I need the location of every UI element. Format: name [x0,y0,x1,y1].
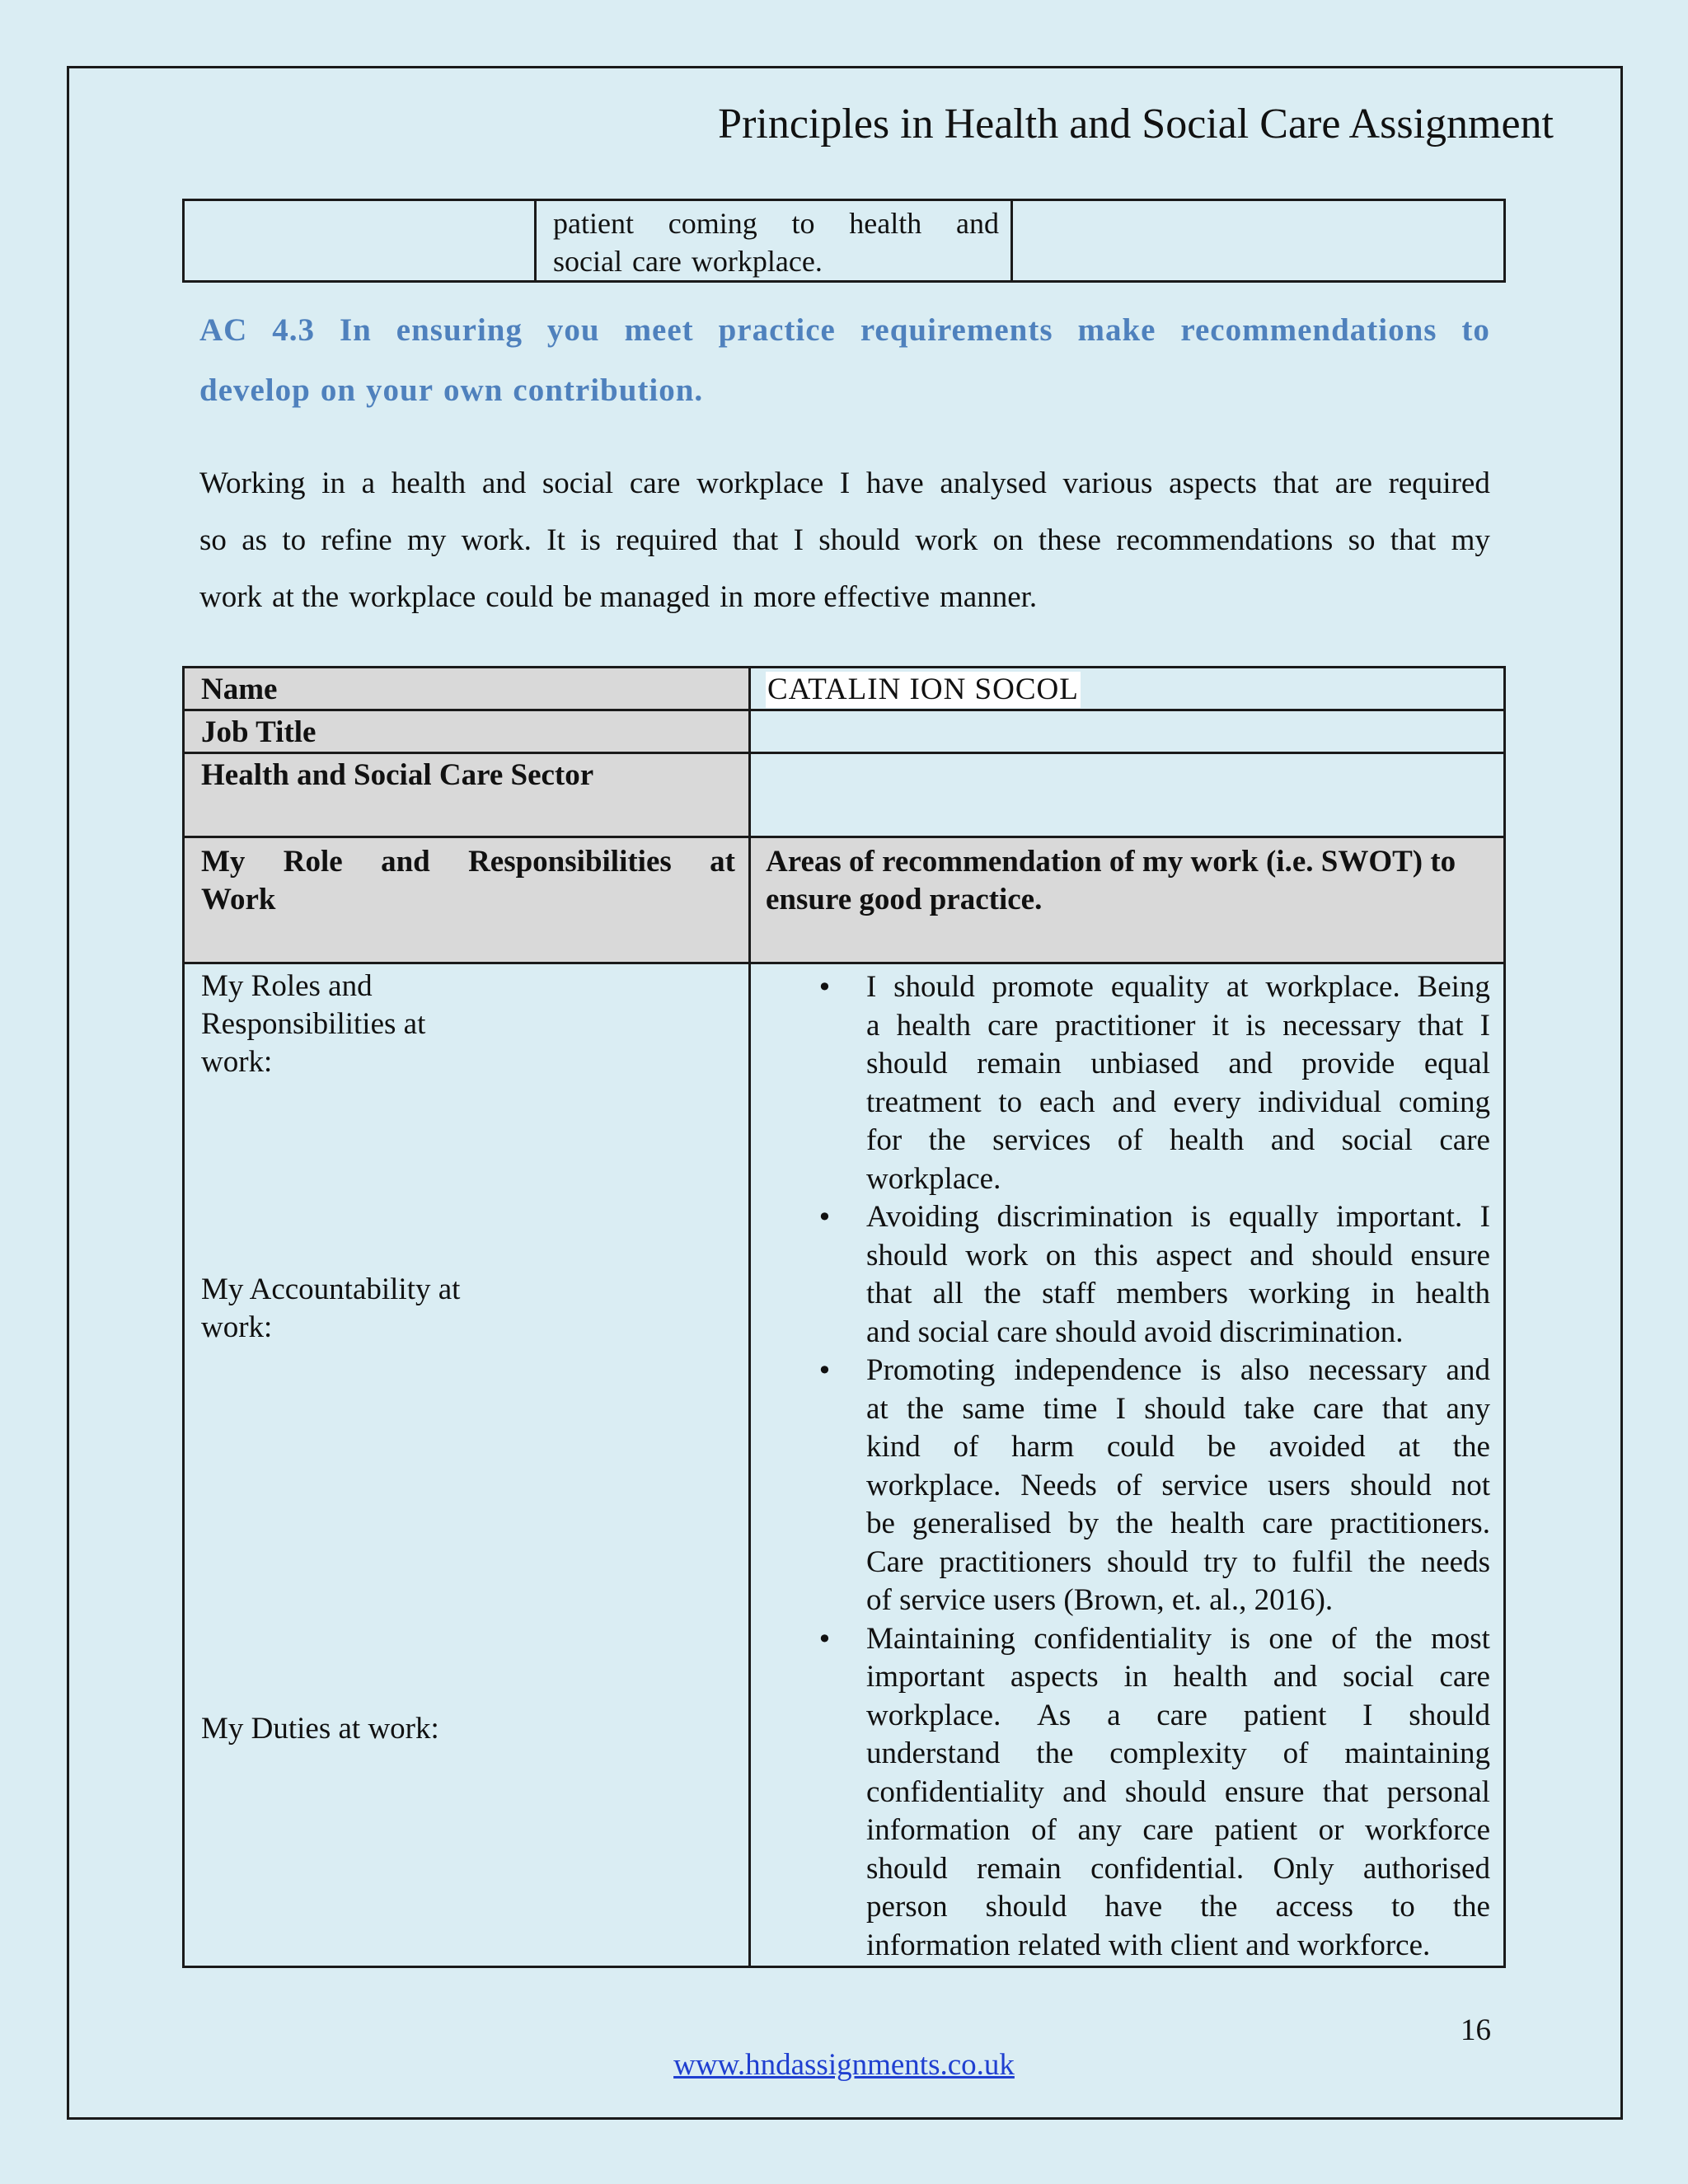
roles-label: My Roles and Responsibilities at work: [201,969,426,1079]
recommendation-header-cell [750,837,1505,963]
intro-line: Working in a health and social care workplace I have analysed various aspects that are required [199,466,1490,500]
recommendation-item [751,1198,1490,1352]
heading-line: develop on your own contribution. [199,373,704,408]
roles-cell [184,963,750,1967]
recommendation-line: • Avoiding discrimination is equally important. I [866,1200,1490,1234]
intro-paragraph [199,455,1490,626]
recommendation-line: workplace. As a care patient I should [866,1698,1490,1732]
name-label: Name [201,673,278,706]
job-title-label: Job Title [201,715,316,749]
job-title-value [751,711,1503,714]
recommendation-line: of service users (Brown, et. al., 2016). [866,1583,1334,1617]
table-row-name [184,668,1505,710]
recommendation-line: for the services of health and social care [866,1123,1490,1157]
recommendation-header: Areas of recommendation of my work (i.e. SWOT) to ensure good practice. [766,845,1456,916]
sector-value [751,754,1503,757]
recommendation-line: • Promoting independence is also necessary and [866,1353,1490,1387]
name-value: CATALIN ION SOCOL [767,673,1079,706]
recommendation-line: understand the complexity of maintaining [866,1736,1490,1770]
table-row [184,200,1505,282]
sector-label-cell [184,753,750,837]
recommendation-item [751,1352,1490,1620]
recommendation-line: Care practitioners should try to fulfil the needs [866,1544,1490,1579]
recommendation-line: a health care practitioner it is necessary that I [866,1008,1490,1043]
recommendation-line: • Maintaining confidentiality is one of the most [866,1621,1490,1656]
document-header-title: Principles in Health and Social Care Assignment [718,101,1554,148]
heading-line: AC 4.3 In ensuring you meet practice requirements make recommendations to [199,312,1490,348]
sector-value-cell [750,753,1505,837]
name-value-cell [750,668,1505,710]
accountability-label: My Accountability at work: [201,1272,461,1344]
table-row-job-title [184,710,1505,753]
recommendation-line: that all the staff members working in health [866,1277,1490,1310]
table-row-sector [184,753,1505,837]
roles-column [185,964,748,1966]
recommendation-line: should remain unbiased and provide equal [866,1047,1490,1080]
table-cell-empty-right [1012,200,1505,282]
continuation-table [182,199,1506,283]
page-number: 16 [1461,2013,1491,2047]
section-heading [199,300,1490,420]
recommendation-line: workplace. Needs of service users should not [866,1468,1490,1502]
job-title-label-cell [184,710,750,753]
role-header-cell [184,837,750,963]
role-header-line: Work [201,883,276,916]
continued-text-line: patient coming to health and [553,207,999,240]
table-row-body [184,963,1505,1967]
duties-label: My Duties at work: [201,1712,439,1746]
recommendation-line: information related with client and workforce. [866,1928,1431,1962]
continued-text-line: social care workplace. [553,245,823,278]
continued-text [537,201,1010,280]
recommendation-line: confidentiality and should ensure that personal [866,1774,1490,1809]
table-row-headers [184,837,1505,963]
intro-line: so as to refine my work. It is required that I should work on these recommendations so that my [199,523,1490,557]
recommendation-line: information of any care patient or workforce [866,1813,1490,1847]
recommendation-item [751,968,1490,1198]
role-header-line: My Role and Responsibilities at [201,845,735,879]
recommendation-line: treatment to each and every individual coming [866,1085,1490,1119]
recommendation-table [182,666,1506,1968]
role-header [185,838,748,919]
recommendation-list [751,964,1503,1965]
recommendation-item [751,1620,1490,1966]
table-cell-continued-text [536,200,1012,282]
name-label-cell [184,668,750,710]
intro-line: work at the workplace could be managed in more effective manner. [199,580,1038,614]
job-title-value-cell [750,710,1505,753]
recommendation-line: should remain confidential. Only authorised [866,1851,1490,1886]
recommendation-line: and social care should avoid discrimination. [866,1315,1404,1349]
recommendation-line: be generalised by the health care practitioners. [866,1507,1490,1540]
recommendation-line: should work on this aspect and should ensure [866,1238,1490,1272]
recommendation-line: person should have the access to the [866,1890,1490,1924]
recommendation-line: at the same time I should take care that any [866,1391,1490,1426]
recommendation-line: workplace. [866,1161,1001,1196]
recommendations-cell [750,963,1505,1967]
table-cell-empty-left [184,200,536,282]
recommendation-line: • I should promote equality at workplace. Being [866,970,1490,1004]
website-link[interactable]: www.hndassignments.co.uk [673,2048,1015,2082]
recommendation-line: kind of harm could be avoided at the [866,1430,1490,1464]
sector-label: Health and Social Care Sector [201,758,594,792]
recommendation-line: important aspects in health and social care [866,1660,1490,1694]
